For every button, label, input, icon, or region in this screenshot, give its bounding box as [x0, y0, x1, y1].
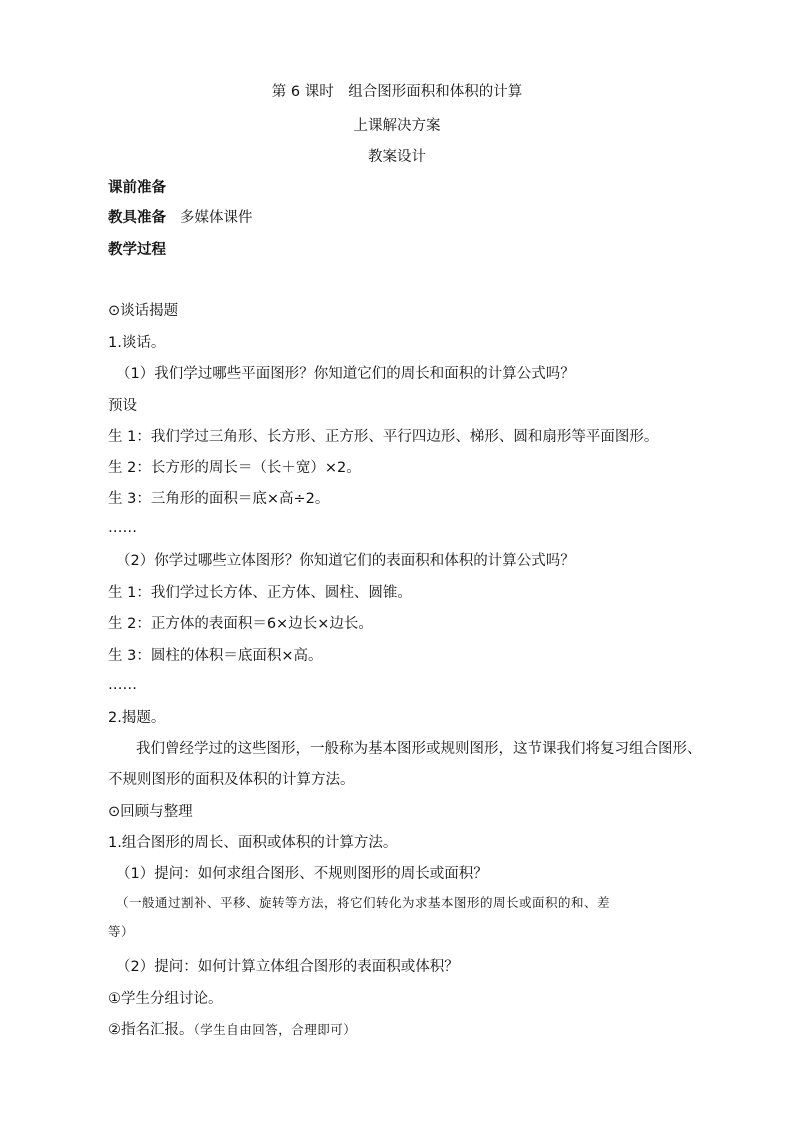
student-answer-1: 生 1：我们学过三角形、长方形、正方形、平行四边形、梯形、圆和扇形等平面图形。 — [108, 429, 659, 445]
document-subtitle: 上课解决方案 — [353, 118, 441, 134]
part1-step2: 2.揭题。 — [108, 710, 166, 726]
discussion-item-2 — [108, 1020, 356, 1040]
tools-value: 多媒体课件 — [180, 210, 253, 226]
part1-question2: （2）你学过哪些立体图形？你知道它们的表面积和体积的计算公式吗？ — [116, 553, 575, 569]
part2-step1: 1.组合图形的周长、面积或体积的计算方法。 — [108, 835, 398, 851]
process-heading: 教学过程 — [108, 242, 166, 258]
discussion-item-2-note: （学生自由回答，合理即可） — [193, 1022, 357, 1037]
ellipsis-1: …… — [108, 520, 137, 536]
student-answer-2: 生 2：长方形的周长＝（长＋宽）×2。 — [108, 460, 361, 476]
ellipsis-2: …… — [108, 677, 137, 693]
student-answer-4: 生 1：我们学过长方体、正方体、圆柱、圆锥。 — [108, 585, 412, 601]
part1-question1: （1）我们学过哪些平面图形？你知道它们的周长和面积的计算公式吗？ — [116, 366, 575, 382]
teacher-note-line-2: 等） — [108, 924, 135, 939]
part1-step1: 1.谈话。 — [108, 335, 166, 351]
lesson-title: 第 6 课时 组合图形面积和体积的计算 — [271, 84, 523, 100]
intro-paragraph-line-2: 不规则图形的面积及体积的计算方法。 — [108, 772, 355, 788]
student-answer-3: 生 3：三角形的面积＝底×高÷2。 — [108, 491, 330, 507]
teacher-note-line-1: （一般通过割补、平移、旋转等方法，将它们转化为求基本图形的周长或面积的和、差 — [116, 895, 611, 910]
part2-heading: ⊙回顾与整理 — [108, 804, 193, 820]
tools-line — [108, 208, 253, 228]
prep-heading: 课前准备 — [108, 180, 166, 196]
discussion-item-1: ①学生分组讨论。 — [108, 991, 223, 1007]
student-answer-6: 生 3：圆柱的体积＝底面积×高。 — [108, 648, 323, 664]
discussion-item-2-main: ②指名汇报。 — [108, 1022, 194, 1038]
part1-heading: ⊙谈话揭题 — [108, 303, 179, 319]
intro-paragraph-line-1: 我们曾经学过的这些图形，一般称为基本图形或规则图形，这节课我们将复习组合图形、 — [136, 741, 702, 757]
student-answer-5: 生 2：正方体的表面积＝6×边长×边长。 — [108, 616, 373, 632]
tools-label: 教具准备 — [108, 210, 166, 226]
section-title: 教案设计 — [368, 149, 426, 165]
part1-preset: 预设 — [108, 398, 137, 414]
part2-question1: （1）提问：如何求组合图形、不规则图形的周长或面积？ — [116, 866, 488, 882]
part2-question2: （2）提问：如何计算立体组合图形的表面积或体积？ — [116, 959, 459, 975]
